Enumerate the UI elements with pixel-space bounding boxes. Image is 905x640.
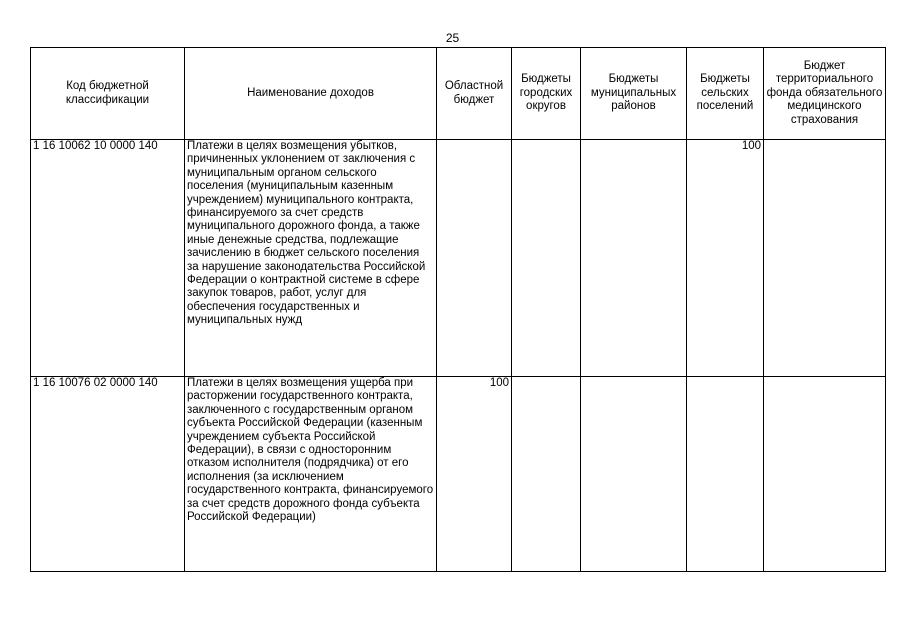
oblast-share-cell: [437, 140, 512, 377]
tfoms-share-cell: [764, 377, 886, 572]
table-row: [31, 140, 886, 377]
rural-share-cell: 100: [687, 140, 764, 377]
budget-code-cell: 1 16 10076 02 0000 140: [31, 377, 185, 572]
header-rural-settlements-budgets: Бюджеты сельских поселений: [687, 48, 764, 140]
table-header-row: [31, 48, 886, 140]
header-revenue-name: Наименование доходов: [185, 48, 437, 140]
header-municipal-districts-budgets: Бюджеты муниципальных районов: [581, 48, 687, 140]
oblast-share-cell: 100: [437, 377, 512, 572]
city-share-cell: [512, 377, 581, 572]
budget-code-cell: 1 16 10062 10 0000 140: [31, 140, 185, 377]
rural-share-cell: [687, 377, 764, 572]
revenue-name-cell: Платежи в целях возмещения ущерба при расторжении государственного контракта, заключенного с государственным органом субъекта Российской Федерации (казенным учреждением субъекта Российской Федерации), в связи с односторонним отказом исполнителя (подрядчика) от его исполнения (за исключением государственного контракта, финансируемого за счет средств дорожного фонда субъекта Российской Федерации): [185, 377, 437, 572]
page-number: 25: [445, 31, 460, 45]
header-budget-code: Код бюджетной классификации: [31, 48, 185, 140]
tfoms-share-cell: [764, 140, 886, 377]
header-oblast-budget: Областной бюджет: [437, 48, 512, 140]
budget-revenue-table: [30, 47, 886, 572]
header-tfoms-budget: Бюджет территориального фонда обязательного медицинского страхования: [764, 48, 886, 140]
table-row: [31, 377, 886, 572]
header-city-districts-budgets: Бюджеты городских округов: [512, 48, 581, 140]
revenue-name-cell: Платежи в целях возмещения убытков, причиненных уклонением от заключения с муниципальным органом сельского поселения (муниципальным казенным учреждением) муниципального контракта, финансируемого за счет средств муниципального дорожного фонда, а также иные денежные средства, подлежащие зачислению в бюджет сельского поселения за нарушение законодательства Российской Федерации о контрактной системе в сфере закупок товаров, работ, услуг для обеспечения государственных и муниципальных нужд: [185, 140, 437, 377]
municipal-share-cell: [581, 377, 687, 572]
city-share-cell: [512, 140, 581, 377]
municipal-share-cell: [581, 140, 687, 377]
